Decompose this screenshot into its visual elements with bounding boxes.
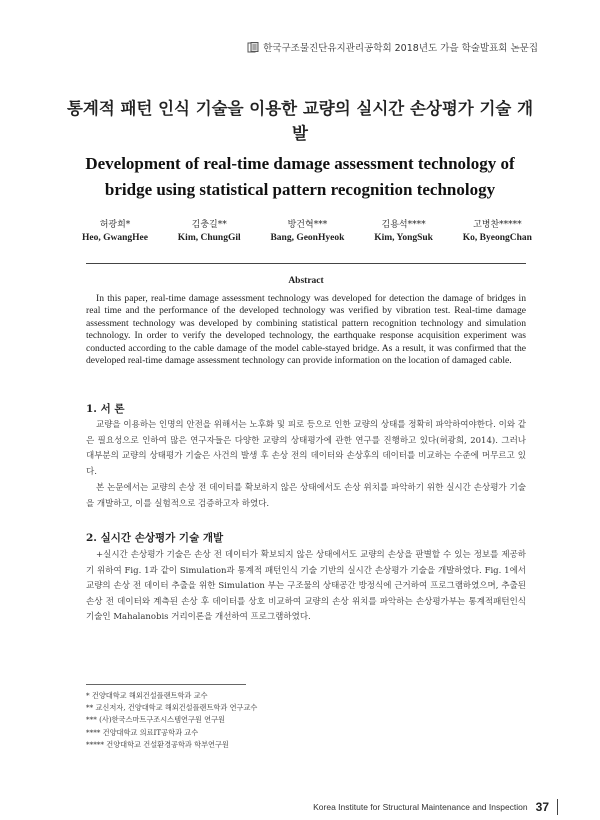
- footnote: ***** 건양대학교 건설환경공학과 학부연구원: [86, 739, 229, 749]
- footnote-divider: [86, 684, 246, 685]
- author-name-en: Ko, ByeongChan: [462, 233, 532, 243]
- author-name-ko: 허광희*: [99, 220, 131, 230]
- paragraph: 교량을 이용하는 인명의 안전을 위해서는 노후화 및 피로 등으로 인한 교량의 상태를 정확히 파악하여야한다. 이와 같은 필요성으로 인하여 많은 연구자들은 다양한 교량의 상태평가에 관한 연구를 진행하고 있다(허광희, 2014). 그러나 대부분의 교량의 상태평가 기술은 사건의 발생 후 손상 전의 데이터와 손상후의 데이터를 비교하는 수준에 머무르고 있다.: [86, 420, 526, 477]
- author-name-ko: 김충길**: [191, 220, 227, 230]
- author: [178, 219, 241, 245]
- section-heading: 1. 서 론: [86, 403, 125, 415]
- abstract-text: In this paper, real-time damage assessment technology was developed for detection the damage of bridges in real time and the performance of the developed technology was verified by vibration test. Real-time damage assessment technology was developed by combining statistical pattern recognition technology and simulation technology. In order to verify the developed technology, the earthquake response acquisition experiment was conducted according to the cable damage of the model cable-stayed bridge. As a result, it was confirmed that the developed real-time damage assessment technology can provide information on the location of damaged cable.: [86, 293, 526, 367]
- paragraph: 본 논문에서는 교량의 손상 전 데이터를 확보하지 않은 상태에서도 손상 위치를 파악하기 위한 실시간 손상평가 기술을 개발하고, 이를 실험적으로 검증하고자 하였다.: [86, 483, 526, 509]
- footnote: ** 교신저자, 건양대학교 해외건설플랜트학과 연구교수: [86, 703, 258, 713]
- title-korean: 통계적 패턴 인식 기술을 이용한 교량의 실시간 손상평가 기술 개발: [66, 99, 534, 143]
- section-heading: 2. 실시간 손상평가 기술 개발: [86, 532, 224, 544]
- paragraph: +실시간 손상평가 기술은 손상 전 데이터가 확보되지 않은 상태에서도 교량의 손상을 판별할 수 있는 정보를 제공하기 위하여 Fig. 1과 같이 Simulation과 통계적 패턴인식 기술 기반의 실시간 손상평가 기술을 개발하였다. Fig. 1에서 교량의 손상 전 데이터 추출을 위한 Simulation 부는 구조물의 상태공간 방정식에 근거하여 프로그램하였으며, 추출된 손상 전 데이터와 계측된 손상 후 데이터를 상호 비교하여 교량의 손상 위치를 파악하는 손상평가부는 통계적패턴인식 기술인 Mahalanobis 거리이론을 개선하여 프로그램하였다.: [86, 550, 526, 622]
- author-list: [82, 219, 532, 245]
- author-name-ko: 방건혁***: [287, 220, 328, 230]
- author-name-en: Kim, YongSuk: [374, 233, 433, 243]
- author: [82, 219, 148, 245]
- footnote: * 건양대학교 해외건설플랜트학과 교수: [86, 691, 208, 700]
- footer-org: Korea Institute for Structural Maintenance and Inspection: [313, 802, 528, 812]
- author-name-ko: 고병찬*****: [473, 220, 522, 230]
- author-name-en: Kim, ChungGil: [177, 233, 241, 243]
- author-name-en: Heo, GwangHee: [82, 233, 148, 243]
- document-icon: [247, 42, 259, 53]
- divider: [86, 263, 526, 264]
- abstract-heading: Abstract: [288, 276, 324, 286]
- footnote: *** (사)한국스마트구조시스템연구원 연구원: [86, 715, 225, 725]
- title-english: Development of real-time damage assessment technology of bridge using statistical pattern recognition technology: [85, 154, 515, 199]
- author-name-ko: 김용석****: [381, 220, 426, 230]
- footnote: **** 건양대학교 의료IT공학과 교수: [86, 727, 199, 737]
- journal-name: 한국구조물진단유지관리공학회 2018년도 가을 학술발표회 논문집: [263, 43, 538, 54]
- footer-divider: [557, 799, 558, 815]
- running-header: [247, 40, 538, 54]
- author: [270, 219, 344, 245]
- page-number: 37: [535, 800, 549, 814]
- footnotes: [86, 690, 257, 751]
- author-name-en: Bang, GeonHyeok: [270, 233, 345, 243]
- author: [463, 219, 532, 245]
- page-footer: [313, 799, 558, 815]
- author: [374, 219, 433, 245]
